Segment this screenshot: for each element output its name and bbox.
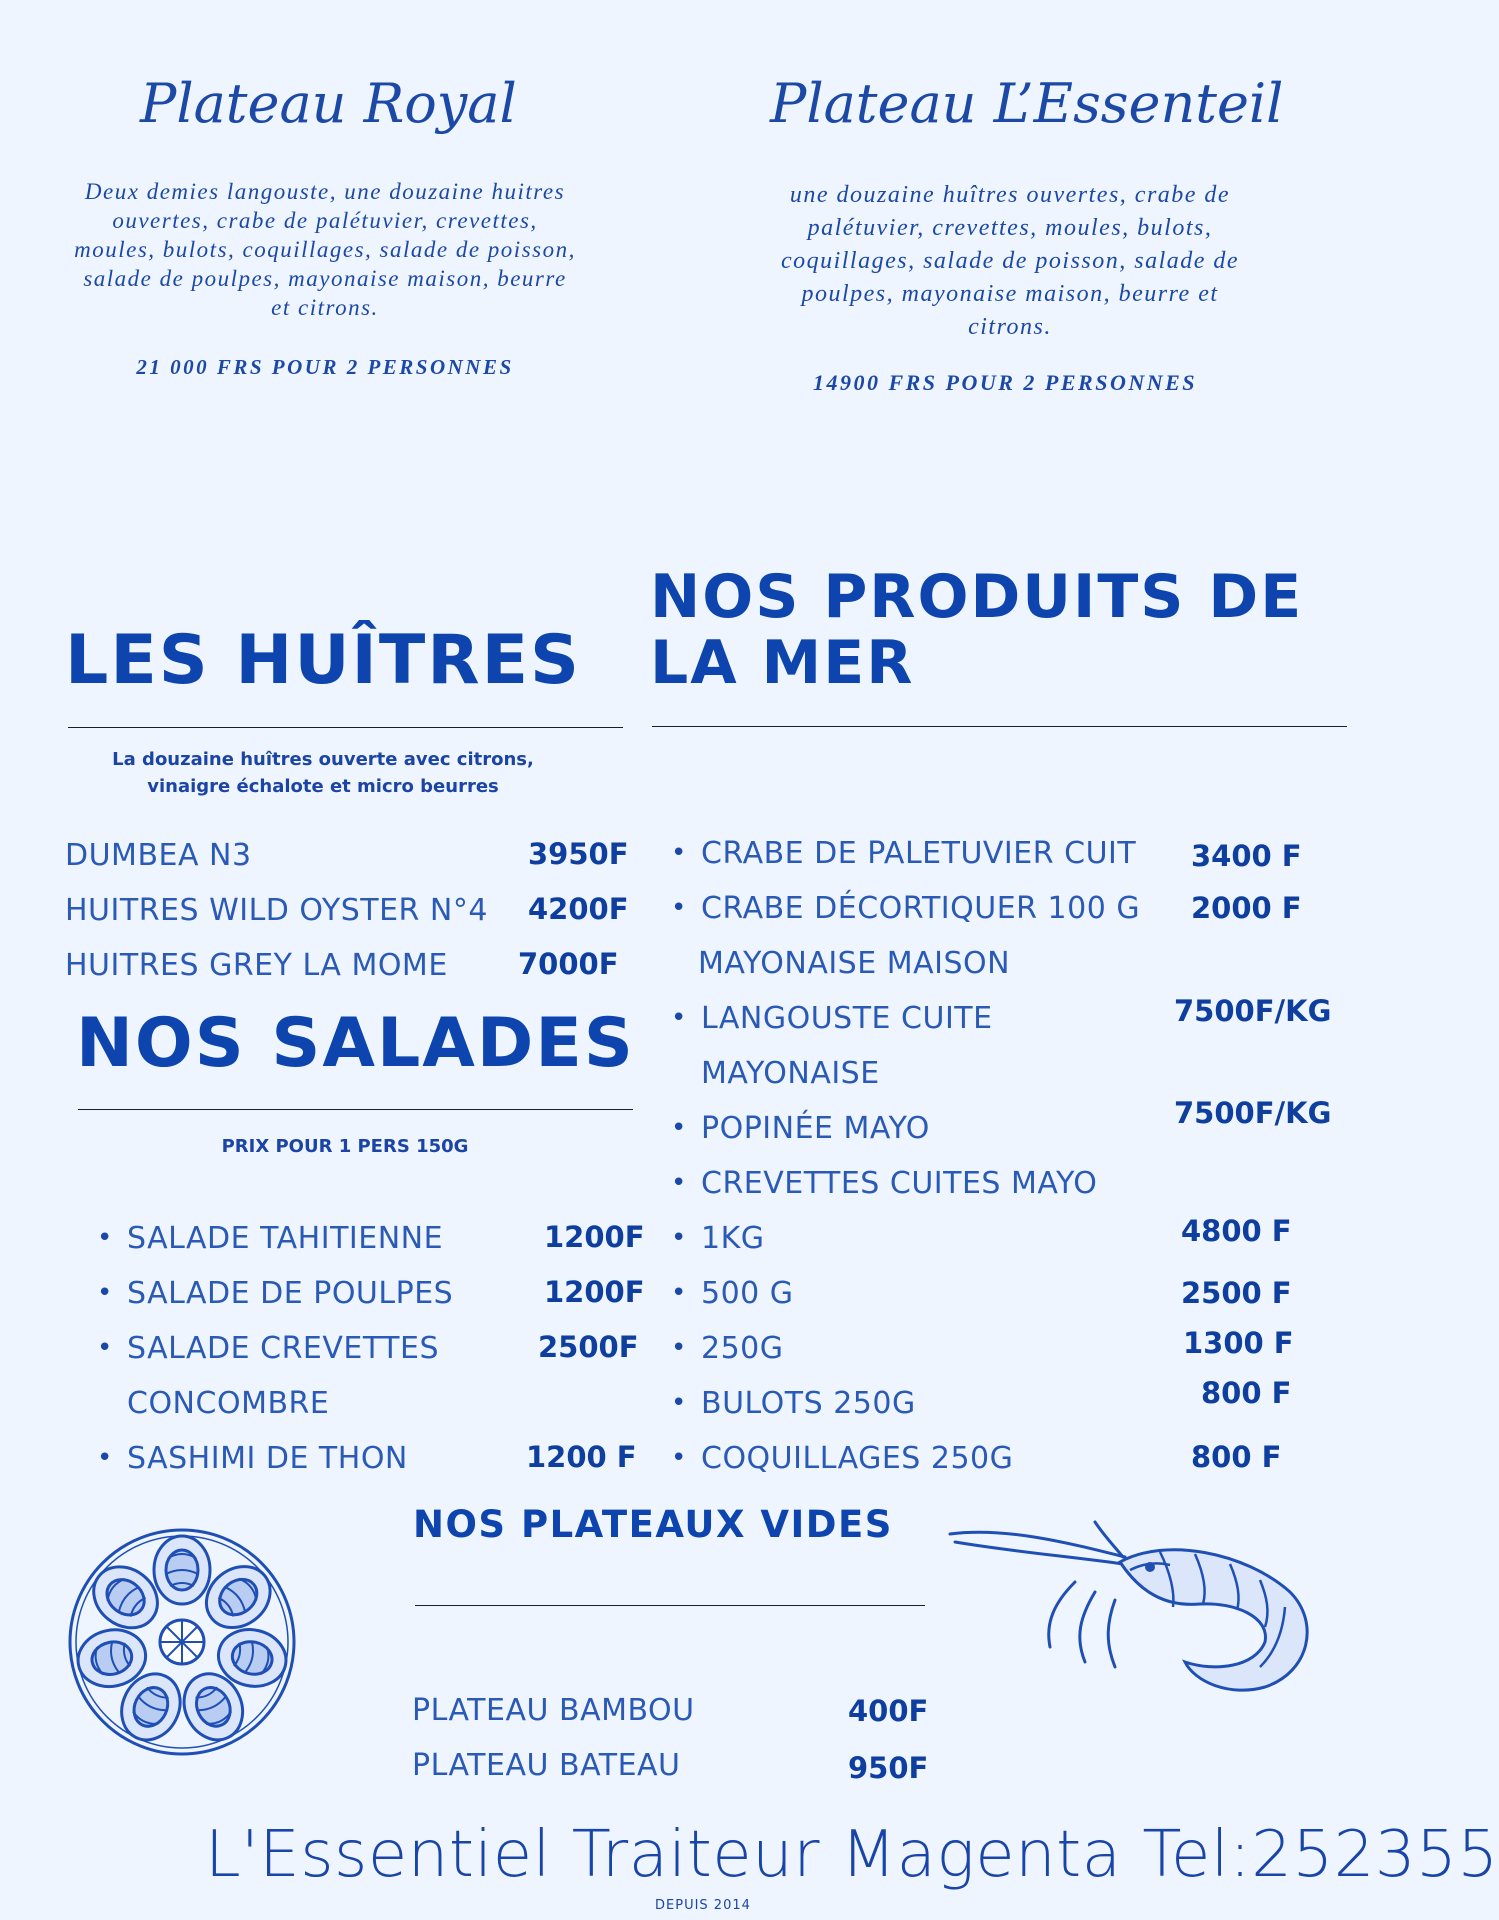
produit-item-price: 1300 F <box>1183 1326 1294 1360</box>
salade-item-name: • SALADE TAHITIENNE <box>127 1221 443 1256</box>
produits-divider <box>652 726 1347 727</box>
produit-item-name: • CRABE DE PALETUVIER CUIT <box>701 836 1136 871</box>
produit-item-name-continued: MAYONAISE MAISON <box>698 946 1011 981</box>
desc-line: moules, bulots, coquillages, salade de poisson, <box>74 237 576 262</box>
produit-item-price: 2500 F <box>1181 1276 1292 1310</box>
plateau-essenteil-description <box>720 179 1300 344</box>
produit-item-price: 800 F <box>1191 1440 1282 1474</box>
footer-since: DEPUIS 2014 <box>655 1898 751 1913</box>
produit-item-price: 7500F/KG <box>1174 994 1332 1028</box>
huitre-item-price: 7000F <box>518 947 619 981</box>
huitre-item-name: HUITRES GREY LA MOME <box>65 948 448 983</box>
salades-subtitle: PRIX POUR 1 PERS 150G <box>221 1136 469 1157</box>
plateau-essenteil-price: 14900 FRS POUR 2 PERSONNES <box>812 370 1198 395</box>
huitre-item-price: 4200F <box>528 892 629 926</box>
huitres-divider <box>68 727 623 728</box>
salade-item-price: 1200F <box>544 1275 645 1309</box>
shrimp-icon <box>945 1512 1335 1712</box>
subtitle-line: vinaigre échalote et micro beurres <box>147 776 499 797</box>
salades-divider <box>78 1109 633 1110</box>
produit-item-name: • POPINÉE MAYO <box>701 1111 930 1146</box>
produit-item-name: • CRABE DÉCORTIQUER 100 G <box>701 891 1140 926</box>
produit-item-name-continued: MAYONAISE <box>701 1056 880 1091</box>
salade-item-name: • SASHIMI DE THON <box>127 1441 408 1476</box>
title-line: NOS PRODUITS DE <box>650 562 1304 632</box>
salade-item-name-continued: CONCOMBRE <box>127 1386 330 1421</box>
produit-item-name: • LANGOUSTE CUITE <box>701 1001 993 1036</box>
plateaux-title: NOS PLATEAUX VIDES <box>413 1503 893 1546</box>
footer-brand: L'Essentiel Traiteur Magenta Tel:252355 <box>205 1818 1499 1892</box>
huitre-item-price: 3950F <box>528 837 629 871</box>
produit-item-price: 3400 F <box>1191 839 1302 873</box>
desc-line: citrons. <box>968 314 1052 340</box>
salade-item-name: • SALADE DE POULPES <box>127 1276 453 1311</box>
desc-line: une douzaine huîtres ouvertes, crabe de <box>789 182 1231 208</box>
desc-line: poulpes, mayonaise maison, beurre et <box>801 281 1219 307</box>
subtitle-line: La douzaine huîtres ouverte avec citrons, <box>112 749 534 770</box>
salade-item-price: 2500F <box>538 1330 639 1364</box>
plateau-royal-price: 21 000 FRS POUR 2 PERSONNES <box>136 355 514 379</box>
huitre-item-name: DUMBEA N3 <box>65 838 252 873</box>
produit-item-name: • COQUILLAGES 250G <box>701 1441 1013 1476</box>
huitres-subtitle <box>68 746 578 800</box>
plateau-item-price: 400F <box>848 1694 929 1728</box>
produit-item-price: 2000 F <box>1191 891 1302 925</box>
desc-line: et citrons. <box>271 295 379 320</box>
produit-item-name: • CREVETTES CUITES MAYO <box>701 1166 1097 1201</box>
plateau-essenteil-title: Plateau L’Essenteil <box>770 72 1284 135</box>
huitre-item-name: HUITRES WILD OYSTER N°4 <box>65 893 488 928</box>
desc-line: coquillages, salade de poisson, salade de <box>780 248 1240 274</box>
salades-title: NOS SALADES <box>76 1004 635 1083</box>
desc-line: Deux demies langouste, une douzaine huitres <box>84 179 566 204</box>
salade-item-price: 1200F <box>544 1220 645 1254</box>
plateau-royal-title: Plateau Royal <box>140 72 517 135</box>
produit-item-name: • 250G <box>701 1331 784 1366</box>
produits-title <box>650 564 1303 696</box>
produit-item-name: • BULOTS 250G <box>701 1386 916 1421</box>
plateau-item-price: 950F <box>848 1751 929 1785</box>
desc-line: salade de poulpes, mayonaise maison, beurre <box>83 266 567 291</box>
plateau-royal-description <box>30 177 620 322</box>
produit-item-price: 4800 F <box>1181 1214 1292 1248</box>
title-line: LA MER <box>650 628 915 698</box>
plateau-item-name: PLATEAU BAMBOU <box>412 1693 695 1728</box>
desc-line: ouvertes, crabe de palétuvier, crevettes, <box>112 208 538 233</box>
plateau-item-name: PLATEAU BATEAU <box>412 1748 681 1783</box>
produit-item-name: • 500 G <box>701 1276 794 1311</box>
salade-item-name: • SALADE CREVETTES <box>127 1331 439 1366</box>
oyster-plate-icon <box>62 1522 302 1762</box>
huitres-title: LES HUÎTRES <box>65 621 582 700</box>
desc-line: palétuvier, crevettes, moules, bulots, <box>807 215 1213 241</box>
produit-item-name: • 1KG <box>701 1221 765 1256</box>
plateaux-divider <box>415 1605 925 1606</box>
produit-item-price: 7500F/KG <box>1174 1096 1332 1130</box>
produit-item-price: 800 F <box>1201 1376 1292 1410</box>
salade-item-price: 1200 F <box>526 1440 637 1474</box>
